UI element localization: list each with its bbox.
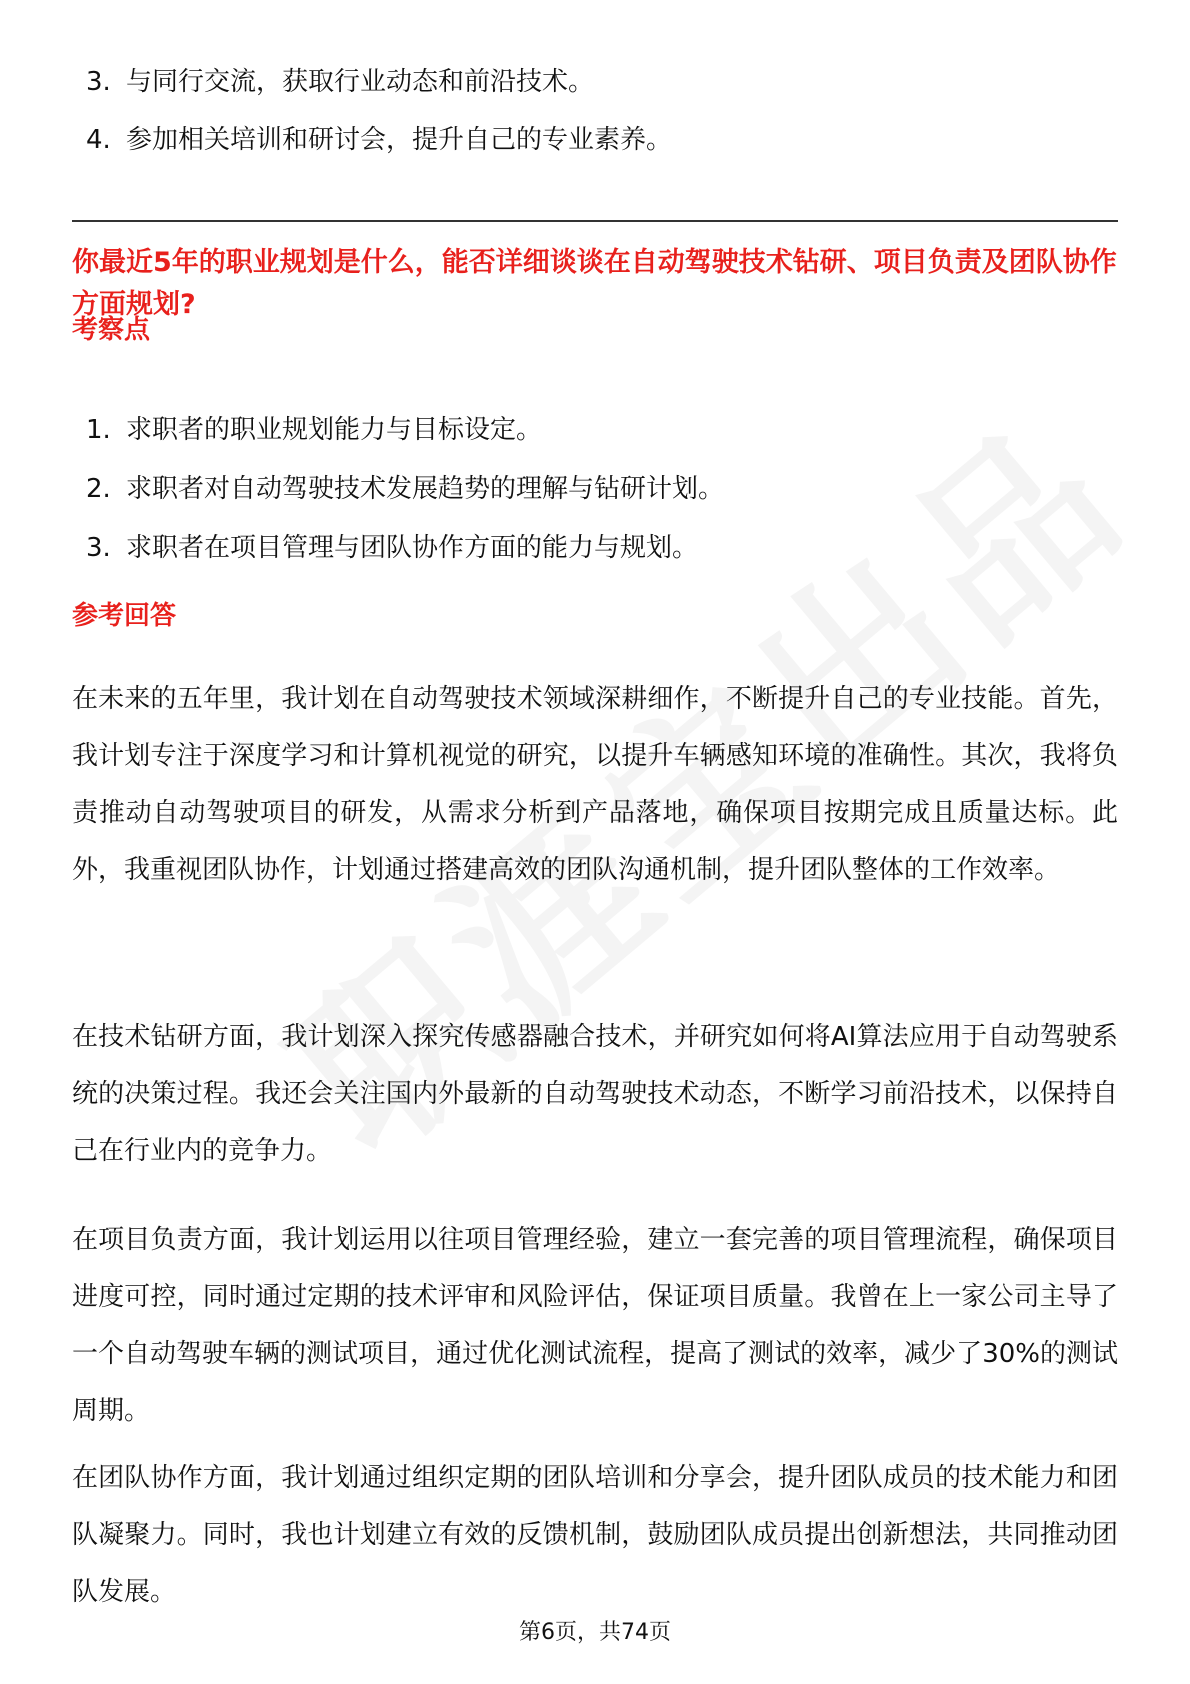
- list-item-text: 求职者的职业规划能力与目标设定。: [126, 415, 543, 445]
- list-item-number: 3.: [86, 533, 111, 563]
- list-item-number: 1.: [86, 415, 111, 445]
- list-item-text: 参加相关培训和研讨会，提升自己的专业素养。: [126, 125, 673, 155]
- list-item-text: 求职者在项目管理与团队协作方面的能力与规划。: [126, 533, 699, 563]
- list-item: [72, 530, 724, 566]
- points-label: 考察点: [72, 315, 151, 345]
- answer-paragraph: 在项目负责方面，我计划运用以往项目管理经验，建立一套完善的项目管理流程，确保项目进度可控，同时通过定期的技术评审和风险评估，保证项目质量。我曾在上一家公司主导了一个自动驾驶车辆的测试项目，通过优化测试流程，提高了测试的效率，减少了30%的测试周期。: [72, 1225, 1118, 1426]
- list-item-text: 与同行交流，获取行业动态和前沿技术。: [126, 67, 595, 97]
- list-item: [72, 64, 672, 100]
- answer-paragraph: 在团队协作方面，我计划通过组织定期的团队培训和分享会，提升团队成员的技术能力和团队凝聚力。同时，我也计划建立有效的反馈机制，鼓励团队成员提出创新想法，共同推动团队发展。: [72, 1463, 1118, 1607]
- list-item-number: 2.: [86, 474, 111, 504]
- list-item: [72, 471, 724, 507]
- page-footer: 第6页，共74页: [519, 1620, 671, 1645]
- answer-paragraph: 在技术钻研方面，我计划深入探究传感器融合技术，并研究如何将AI算法应用于自动驾驶系统的决策过程。我还会关注国内外最新的自动驾驶技术动态，不断学习前沿技术，以保持自己在行业内的竞争力。: [72, 1022, 1118, 1166]
- list-item-text: 求职者对自动驾驶技术发展趋势的理解与钻研计划。: [126, 474, 725, 504]
- question-heading: 你最近5年的职业规划是什么，能否详细谈谈在自动驾驶技术钻研、项目负责及团队协作方面规划?: [72, 247, 1117, 320]
- list-item: [72, 412, 724, 448]
- list-item-number: 4.: [86, 125, 111, 155]
- list-item-number: 3.: [86, 67, 111, 97]
- answer-label: 参考回答: [72, 601, 177, 631]
- answer-paragraph: 在未来的五年里，我计划在自动驾驶技术领域深耕细作，不断提升自己的专业技能。首先，我计划专注于深度学习和计算机视觉的研究，以提升车辆感知环境的准确性。其次，我将负责推动自动驾驶项目的研发，从需求分析到产品落地，确保项目按期完成且质量达标。此外，我重视团队协作，计划通过搭建高效的团队沟通机制，提升团队整体的工作效率。: [72, 684, 1118, 885]
- section-divider: [72, 220, 1118, 222]
- previous-answer-list: [72, 64, 672, 180]
- points-list: [72, 412, 724, 589]
- list-item: [72, 122, 672, 158]
